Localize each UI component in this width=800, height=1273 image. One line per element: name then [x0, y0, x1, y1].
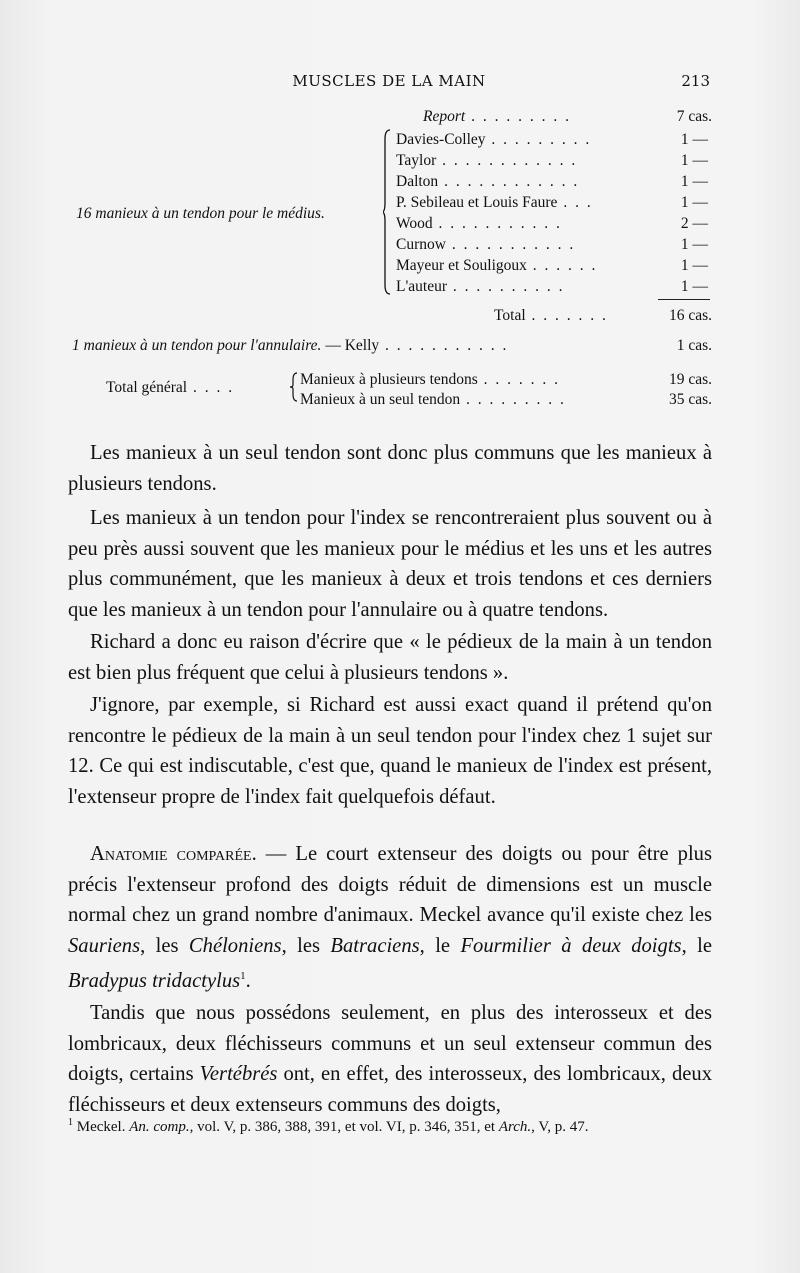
paragraph: Les manieux à un seul tendon sont donc plus communs que les manieux à plusieurs tendons.	[68, 442, 712, 495]
footnote: $^1$ Meckel. An. comp., vol. V, p. 386, 388, 391, et vol. VI, p. 346, 351, et Arch., V, p. 47.	[68, 1117, 589, 1135]
annulaire-row: 1 manieux à un tendon pour l'annulaire. — Kelly . . . . . . . . . . .	[72, 337, 509, 354]
running-title: MUSCLES DE LA MAIN	[292, 72, 486, 90]
table-row-count: 1 —	[680, 236, 708, 253]
total-row: Total . . . . . . .	[494, 307, 608, 324]
paragraph: Les manieux à un tendon pour l'index se rencontreraient plus souvent ou à peu près aussi souvent que les manieux pour le médius et les uns et les autres plus communément, que les manieux à deux et trois tendons et ces derniers que les manieux à un tendon pour l'annulaire ou à quatre tendons.	[68, 507, 712, 621]
table-row: Mayeur et Souligoux . . . . . .	[396, 257, 598, 274]
footnote-mark: 1	[68, 1117, 73, 1128]
main-text	[68, 438, 712, 1120]
annulaire-label: 1 manieux à un tendon pour l'annulaire.	[72, 337, 322, 354]
table-row: Dalton . . . . . . . . . . . .	[396, 173, 580, 190]
report-value: 7 cas.	[676, 108, 712, 125]
total-value: 16 cas.	[668, 307, 712, 324]
group-brace	[383, 129, 391, 295]
group-label: 16 manieux à un tendon pour le médius.	[76, 205, 325, 222]
paragraph: Anatomie comparée. — Le court extenseur des doigts ou pour être plus précis l'extenseur profond des doigts réduit de dimensions est un muscle normal chez un grand nombre d'animaux. Meckel avance qu'il existe chez les Sauriens, les Chéloniens, les Batraciens, le Fourmilier à deux doigts, le Bradypus tridactylus$^1$.	[68, 843, 712, 992]
cases-table	[0, 0, 800, 420]
table-row-count: 1 —	[680, 257, 708, 274]
report-row: Report . . . . . . . . .	[423, 108, 571, 125]
table-row: Davies-Colley . . . . . . . . .	[396, 131, 592, 148]
table-row-count: 1 —	[680, 152, 708, 169]
table-row: Wood . . . . . . . . . . .	[396, 215, 562, 232]
general-row: Total général . . . .	[106, 379, 235, 396]
general-brace	[290, 372, 298, 402]
table-row: P. Sebileau et Louis Faure . . .	[396, 194, 593, 211]
general-subrow: Manieux à un seul tendon . . . . . . . . .	[300, 391, 566, 408]
paragraph: Richard a donc eu raison d'écrire que « le pédieux de la main à un tendon est bien plus fréquent que celui à plusieurs tendons ».	[68, 631, 712, 684]
general-subrow-value: 35 cas.	[668, 391, 712, 408]
annulaire-value: 1 cas.	[676, 337, 712, 354]
table-row-count: 1 —	[680, 278, 708, 295]
general-subrow-value: 19 cas.	[668, 371, 712, 388]
table-row: L'auteur . . . . . . . . . .	[396, 278, 565, 295]
table-row: Curnow . . . . . . . . . . .	[396, 236, 576, 253]
section-heading: Anatomie comparée.	[90, 843, 257, 865]
table-row-count: 1 —	[680, 194, 708, 211]
footnote-ref: 1	[240, 970, 246, 982]
general-label: Total général	[106, 379, 188, 396]
paragraph: Tandis que nous possédons seulement, en plus des interosseux et des lombricaux, deux fléchisseurs communs et un seul extenseur commun des doigts, certains Vertébrés ont, en effet, des interosseux, des lombricaux, deux fléchisseurs et deux extenseurs communs des doigts,	[68, 1002, 712, 1116]
general-subrow: Manieux à plusieurs tendons . . . . . . .	[300, 371, 561, 388]
table-row-count: 1 —	[680, 173, 708, 190]
page-number: 213	[681, 72, 710, 90]
sum-rule	[658, 299, 710, 300]
annulaire-author: — Kelly	[325, 337, 380, 354]
table-row: Taylor . . . . . . . . . . . .	[396, 152, 578, 169]
paragraph: J'ignore, par exemple, si Richard est aussi exact quand il prétend qu'on rencontre le pédieux de la main à un seul tendon pour l'index chez 1 sujet sur 12. Ce qui est indiscutable, c'est que, quand le manieux de l'index est présent, l'extenseur propre de l'index fait quelquefois défaut.	[68, 694, 712, 808]
report-label: Report	[423, 108, 466, 125]
table-row-count: 2 —	[680, 215, 708, 232]
table-row-count: 1 —	[680, 131, 708, 148]
